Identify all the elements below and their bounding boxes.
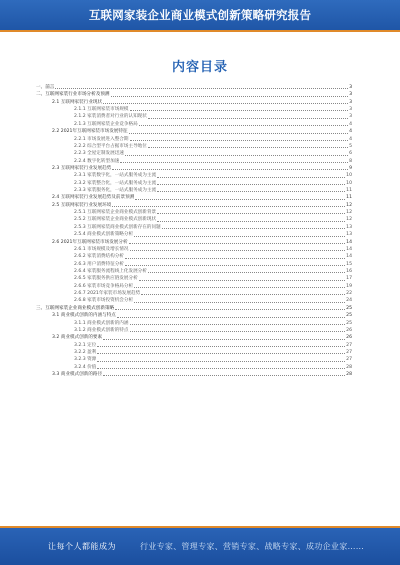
table-of-contents [36, 84, 352, 378]
toc-leader-dots [130, 250, 346, 251]
toc-entry-page: 6 [349, 151, 352, 157]
toc-entry[interactable] [36, 84, 352, 91]
footer-roles: 行业专家、管理专家、营销专家、战略专家、成功企业家…… [140, 542, 365, 551]
toc-leader-dots [130, 140, 349, 141]
toc-leader-dots [157, 177, 345, 178]
toc-leader-dots [129, 133, 348, 134]
toc-entry-label: 2.1.2 家装消费者对行业的认知现状 [74, 114, 147, 120]
toc-leader-dots [157, 184, 345, 185]
toc-leader-dots [130, 331, 346, 332]
toc-entry-label: 2.5.1 互联网家装企业商业模式创新背景 [74, 210, 157, 216]
toc-entry-label: 2.4 互联网家装行业发展趋势及前景预测 [52, 195, 135, 201]
toc-entry[interactable] [36, 99, 352, 106]
toc-entry-label: 3.3 商业模式创新的路径 [52, 372, 103, 378]
toc-entry-page: 3 [349, 92, 352, 98]
toc-entry[interactable] [36, 305, 352, 312]
toc-entry[interactable] [36, 143, 352, 150]
toc-entry-label: 2.6 2021年互联网家装市场发展分析 [52, 239, 128, 245]
toc-leader-dots [148, 118, 348, 119]
toc-entry[interactable] [36, 239, 352, 246]
toc-entry-label: 2.6.5 家装服务供应链发展分析 [74, 276, 138, 282]
toc-entry-page: 12 [346, 202, 352, 208]
toc-leader-dots [157, 191, 345, 192]
toc-entry-page: 27 [346, 349, 352, 355]
toc-leader-dots [55, 88, 348, 89]
toc-entry-label: 2.2.2 综合型平台占据市场主导地位 [74, 143, 147, 149]
toc-leader-dots [157, 221, 345, 222]
toc-leader-dots [134, 287, 345, 288]
toc-entry-page: 24 [346, 298, 352, 304]
toc-entry-label: 2.5.3 互联网家装商业模式创新存在的问题 [74, 224, 161, 230]
toc-leader-dots [130, 110, 349, 111]
toc-leader-dots [139, 280, 345, 281]
toc-entry-page: 13 [346, 232, 352, 238]
toc-entry-page: 4 [349, 136, 352, 142]
toc-entry[interactable] [36, 364, 352, 371]
toc-entry-label: 2.6.6 家装市场竞争格局分析 [74, 283, 134, 289]
toc-entry-label: 2.3.2 家装整合化，一站式服务成为主流 [74, 180, 157, 186]
toc-leader-dots [125, 265, 345, 266]
toc-entry-page: 5 [349, 143, 352, 149]
toc-entry[interactable] [36, 320, 352, 327]
toc-leader-dots [162, 228, 345, 229]
toc-entry[interactable] [36, 261, 352, 268]
toc-leader-dots [135, 199, 345, 200]
toc-entry-label: 2.1 互联网家装行业现状 [52, 99, 103, 105]
toc-entry-page: 15 [346, 261, 352, 267]
toc-entry[interactable] [36, 312, 352, 319]
toc-entry[interactable] [36, 275, 352, 282]
toc-entry-label: 2.6.2 家装消费结构分析 [74, 254, 124, 260]
toc-entry[interactable] [36, 297, 352, 304]
toc-leader-dots [103, 339, 345, 340]
toc-entry[interactable] [36, 349, 352, 356]
toc-leader-dots [112, 169, 348, 170]
toc-leader-dots [97, 346, 345, 347]
toc-leader-dots [139, 125, 348, 126]
toc-leader-dots [97, 361, 345, 362]
toc-leader-dots [134, 302, 345, 303]
toc-leader-dots [117, 317, 345, 318]
footer-slogan: 让每个人都能成为 [48, 542, 116, 551]
toc-leader-dots [148, 272, 345, 273]
toc-entry[interactable] [36, 187, 352, 194]
toc-entry[interactable] [36, 121, 352, 128]
toc-entry[interactable] [36, 246, 352, 253]
toc-entry[interactable] [36, 224, 352, 231]
toc-entry-page: 16 [346, 268, 352, 274]
toc-entry-page: 14 [346, 254, 352, 260]
toc-entry-page: 12 [346, 210, 352, 216]
toc-entry[interactable] [36, 334, 352, 341]
toc-entry-label: 2.1.1 互联网家装市场规模 [74, 107, 129, 113]
toc-leader-dots [103, 375, 345, 376]
toc-entry-page: 17 [346, 276, 352, 282]
toc-leader-dots [112, 206, 345, 207]
toc-entry-page: 28 [346, 372, 352, 378]
toc-leader-dots [125, 258, 345, 259]
toc-entry[interactable] [36, 283, 352, 290]
toc-entry-page: 12 [346, 217, 352, 223]
toc-entry-page: 14 [346, 246, 352, 252]
toc-entry-label: 2.2.3 全屋定制发展迅速 [74, 151, 124, 157]
toc-entry[interactable] [36, 253, 352, 260]
toc-entry[interactable] [36, 356, 352, 363]
toc-entry[interactable] [36, 209, 352, 216]
toc-entry-page: 3 [349, 107, 352, 113]
toc-entry-label: 三、互联网家装企业商业模式创新策略 [36, 305, 115, 311]
toc-entry[interactable] [36, 327, 352, 334]
toc-entry-label: 3.2.3 资源 [74, 357, 97, 363]
toc-entry-label: 3.1.2 商业模式创新的特点 [74, 327, 129, 333]
toc-leader-dots [148, 147, 348, 148]
toc-entry[interactable] [36, 172, 352, 179]
toc-leader-dots [141, 294, 345, 295]
toc-entry-page: 27 [346, 357, 352, 363]
toc-entry-page: 3 [349, 85, 352, 90]
toc-leader-dots [120, 162, 348, 163]
toc-entry-page: 4 [349, 129, 352, 135]
toc-entry[interactable] [36, 194, 352, 201]
toc-entry-label: 3.1.1 商业模式创新的内涵 [74, 320, 129, 326]
toc-entry[interactable] [36, 150, 352, 157]
toc-entry[interactable] [36, 268, 352, 275]
toc-entry-page: 3 [349, 99, 352, 105]
toc-entry-label: 2.6.7 2021年家装市场发展趋势 [74, 291, 141, 297]
toc-entry[interactable] [36, 128, 352, 135]
toc-entry-page: 11 [346, 188, 352, 194]
toc-entry[interactable] [36, 216, 352, 223]
toc-leader-dots [157, 213, 345, 214]
toc-entry[interactable] [36, 231, 352, 238]
toc-leader-dots [97, 353, 345, 354]
toc-entry[interactable] [36, 113, 352, 120]
toc-leader-dots [129, 243, 346, 244]
toc-entry-label: 2.3.3 家装服务化，一站式服务成为主流 [74, 188, 157, 194]
toc-entry-label: 3.1 商业模式创新的内涵与特点 [52, 313, 116, 319]
toc-entry-page: 25 [346, 313, 352, 319]
toc-entry-label: 3.2.1 定位 [74, 342, 97, 348]
toc-entry[interactable] [36, 165, 352, 172]
toc-heading: 内容目录 [171, 60, 228, 75]
toc-entry-page: 25 [346, 305, 352, 311]
toc-entry-page: 9 [349, 165, 352, 171]
toc-entry-page: 11 [346, 195, 352, 201]
toc-entry[interactable] [36, 91, 352, 98]
toc-entry-page: 26 [346, 327, 352, 333]
toc-entry[interactable] [36, 180, 352, 187]
toc-leader-dots [130, 324, 346, 325]
toc-entry-page: 22 [346, 291, 352, 297]
toc-entry-label: 3.2.2 盈利 [74, 349, 97, 355]
toc-entry-label: 2.5.4 商业模式创新策略分析 [74, 232, 134, 238]
toc-entry-label: 2.3 互联网家装行业发展趋势 [52, 165, 112, 171]
toc-entry-page: 19 [346, 283, 352, 289]
header-accent-stripe [0, 30, 400, 32]
toc-entry-label: 2.2.1 市场发展进入整合期 [74, 136, 129, 142]
toc-entry[interactable] [36, 202, 352, 209]
toc-entry[interactable] [36, 158, 352, 165]
toc-entry-label: 2.5 互联网家装行业发展环境 [52, 202, 112, 208]
toc-entry-label: 2.6.1 市场规模及增长情况 [74, 246, 129, 252]
toc-entry-label: 2.2 2021年互联网家装市场发展特征 [52, 129, 128, 135]
toc-entry-page: 27 [346, 342, 352, 348]
toc-entry-page: 26 [346, 335, 352, 341]
toc-leader-dots [134, 236, 345, 237]
toc-entry-label: 3.2.4 价值 [74, 364, 97, 370]
toc-entry-page: 3 [349, 114, 352, 120]
toc-entry[interactable] [36, 342, 352, 349]
toc-entry-label: 3.2 商业模式创新的要素 [52, 335, 103, 341]
toc-entry-page: 28 [346, 364, 352, 370]
toc-leader-dots [115, 309, 345, 310]
toc-leader-dots [125, 155, 348, 156]
toc-entry-label: 2.6.4 家装服务流程线上化发展分析 [74, 268, 147, 274]
toc-entry-label: 2.6.8 家装市场投资机会分析 [74, 298, 134, 304]
toc-entry-page: 14 [346, 239, 352, 245]
toc-leader-dots [97, 368, 345, 369]
toc-entry-page: 10 [346, 173, 352, 179]
report-title: 互联网家装企业商业模式创新策略研究报告 [88, 8, 312, 22]
toc-entry-label: 2.2.4 数字化转型加速 [74, 158, 120, 164]
report-header [0, 0, 400, 30]
toc-leader-dots [111, 96, 349, 97]
toc-entry-page: 8 [349, 158, 352, 164]
toc-entry[interactable] [36, 371, 352, 378]
toc-entry-label: 2.6.3 用户消费特征分析 [74, 261, 124, 267]
toc-entry-label: 2.3.1 家装数字化，一站式服务成为主流 [74, 173, 157, 179]
toc-entry-label: 2.5.2 互联网家装企业商业模式创新现状 [74, 217, 157, 223]
toc-entry-page: 25 [346, 320, 352, 326]
toc-entry[interactable] [36, 106, 352, 113]
toc-entry[interactable] [36, 136, 352, 143]
report-footer [0, 528, 400, 565]
toc-entry-label: 2.1.3 互联网家装企业竞争格局 [74, 121, 138, 127]
toc-entry[interactable] [36, 290, 352, 297]
toc-entry-page: 13 [346, 224, 352, 230]
toc-entry-label: 一、前言 [36, 85, 55, 90]
toc-entry-page: 4 [349, 121, 352, 127]
toc-entry-label: 二、互联网家装行业市场分析及预测 [36, 92, 110, 98]
toc-leader-dots [103, 103, 348, 104]
toc-entry-page: 10 [346, 180, 352, 186]
